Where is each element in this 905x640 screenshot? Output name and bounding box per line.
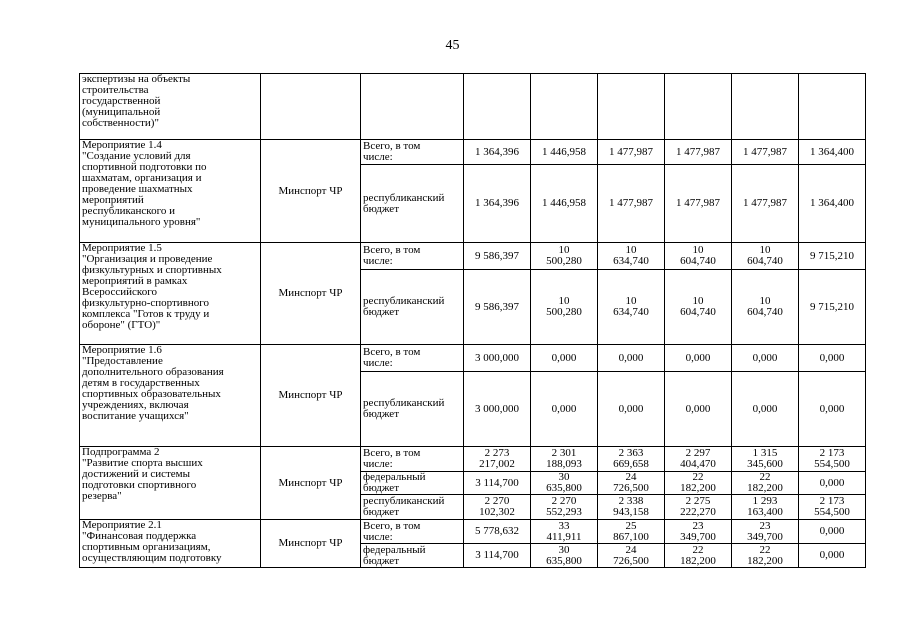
amount-line: 1 477,987 (609, 197, 653, 209)
amount-line: 635,800 (546, 482, 582, 494)
program-name-cell (80, 520, 261, 568)
amount-cell (598, 372, 665, 447)
table-row (80, 140, 866, 165)
table-row (80, 345, 866, 372)
amount-cell (531, 74, 598, 140)
amount-cell (799, 140, 866, 165)
amount-cell (598, 447, 665, 472)
executor-cell: Минспорт ЧР (261, 520, 361, 568)
amount-line: 10 (625, 244, 637, 256)
amount-cell (665, 345, 732, 372)
amount-cell (732, 372, 799, 447)
amount-line: 1 477,987 (743, 145, 787, 158)
program-name-cell (80, 243, 261, 345)
amount-cell (665, 270, 732, 345)
amount-line: 2 275 (685, 495, 711, 507)
program-name-line: "Создание условий для (82, 150, 191, 162)
amount-line: 404,470 (680, 458, 716, 470)
amount-cell (598, 345, 665, 372)
amount-cell (598, 140, 665, 165)
program-name-line: экспертизы на объекты (82, 73, 191, 85)
funding-source-cell (361, 74, 464, 140)
funding-source-cell (361, 345, 464, 372)
amount-line: 411,911 (546, 530, 582, 543)
program-name-line: муниципального уровня" (82, 216, 201, 228)
amount-cell (799, 74, 866, 140)
amount-line: 30 (558, 543, 570, 556)
amount-cell (464, 447, 531, 472)
amount-line: 0,000 (752, 402, 778, 415)
funding-source-line: бюджет (363, 554, 399, 567)
amount-line: 9 715,210 (810, 249, 854, 262)
funding-source-line: республиканский (363, 191, 445, 204)
program-name-line: "Организация и проведение (82, 253, 213, 265)
amount-line: 102,302 (479, 506, 515, 518)
funding-source-line: числе: (363, 255, 393, 267)
amount-line: 2 270 (484, 495, 510, 507)
funding-source-line: числе: (363, 530, 393, 543)
amount-line: 23 (759, 519, 771, 532)
program-name-line: дополнительного образования (82, 366, 224, 378)
amount-cell (665, 74, 732, 140)
program-name-line: проведение шахматных (82, 183, 193, 195)
amount-line: 554,500 (814, 506, 850, 518)
program-name-line: осуществляющим подготовку (82, 552, 222, 564)
program-name-line: резерва" (82, 490, 122, 502)
funding-source-line: республиканский (363, 397, 445, 409)
amount-line: 2 173 (819, 447, 845, 459)
amount-cell (531, 544, 598, 568)
funding-source-line: Всего, в том (363, 519, 421, 532)
funding-source-line: Всего, в том (363, 346, 421, 358)
amount-line: 182,200 (747, 482, 783, 494)
amount-line: 5 778,632 (475, 525, 519, 537)
amount-line: 1 293 (752, 495, 778, 507)
program-name-line: собственности)" (82, 117, 159, 129)
amount-line: 10 (759, 244, 771, 256)
amount-line: 867,100 (613, 530, 649, 543)
amount-line: 0,000 (618, 351, 644, 364)
amount-line: 10 (558, 244, 570, 256)
amount-line: 1 477,987 (676, 197, 720, 209)
amount-line: 554,500 (814, 458, 850, 470)
funding-source-cell (361, 243, 464, 270)
program-name-line: Подпрограмма 2 (82, 446, 160, 458)
amount-line: 30 (558, 471, 570, 483)
funding-source-line: республиканский (363, 495, 445, 507)
amount-line: 0,000 (819, 351, 845, 364)
amount-cell (464, 520, 531, 544)
amount-cell (665, 372, 732, 447)
amount-line: 3 000,000 (475, 351, 519, 364)
amount-cell (464, 140, 531, 165)
amount-line: 22 (692, 543, 704, 556)
program-name-line: спортивной подготовки по (82, 161, 207, 173)
amount-cell (732, 447, 799, 472)
program-funding-table (79, 73, 866, 568)
amount-cell (598, 165, 665, 243)
program-name-line: воспитание учащихся" (82, 410, 189, 422)
amount-line: 604,740 (680, 306, 716, 318)
amount-cell (531, 372, 598, 447)
amount-cell (464, 345, 531, 372)
amount-line: 24 (625, 543, 637, 556)
amount-line: 1 446,958 (542, 145, 586, 158)
amount-line: 23 (692, 519, 704, 532)
funding-source-cell (361, 270, 464, 345)
amount-line: 349,700 (747, 530, 783, 543)
program-name-cell (80, 447, 261, 520)
program-name-cell (80, 74, 261, 140)
program-name-line: обороне" (ГТО)" (82, 319, 161, 331)
amount-line: 1 364,396 (475, 197, 519, 209)
amount-line: 9 586,397 (475, 300, 519, 313)
funding-source-line: Всего, в том (363, 140, 421, 152)
amount-line: 726,500 (613, 554, 649, 567)
amount-cell (464, 165, 531, 243)
amount-line: 10 (759, 295, 771, 307)
amount-cell (464, 270, 531, 345)
amount-line: 0,000 (819, 549, 845, 561)
amount-line: 1 364,396 (475, 145, 519, 158)
amount-cell (732, 74, 799, 140)
amount-cell (598, 520, 665, 544)
amount-cell (464, 472, 531, 495)
amount-line: 0,000 (618, 402, 644, 415)
amount-cell (531, 140, 598, 165)
amount-cell (665, 447, 732, 472)
program-name-line: республиканского и (82, 205, 175, 217)
program-name-line: достижений и системы (82, 468, 191, 480)
amount-cell (598, 74, 665, 140)
amount-cell (732, 495, 799, 520)
program-name-line: "Предоставление (82, 355, 163, 367)
amount-cell (732, 140, 799, 165)
amount-line: 604,740 (747, 255, 783, 267)
amount-line: 9 715,210 (810, 300, 854, 313)
funding-source-cell (361, 140, 464, 165)
program-name-line: учреждениях, включая (82, 399, 189, 411)
funding-source-cell (361, 544, 464, 568)
amount-cell (665, 520, 732, 544)
amount-line: 163,400 (747, 506, 783, 518)
program-name-line: Мероприятие 2.1 (82, 519, 162, 531)
amount-line: 9 586,397 (475, 249, 519, 262)
program-name-cell (80, 345, 261, 447)
amount-cell (799, 243, 866, 270)
funding-source-line: Всего, в том (363, 447, 421, 459)
program-name-line: государственной (82, 95, 161, 107)
amount-line: 1 477,987 (609, 145, 653, 158)
amount-cell (464, 544, 531, 568)
funding-source-line: числе: (363, 458, 393, 470)
funding-source-cell (361, 472, 464, 495)
amount-line: 2 338 (618, 495, 644, 507)
program-name-line: строительства (82, 84, 149, 96)
amount-line: 500,280 (546, 255, 582, 267)
amount-cell (598, 495, 665, 520)
amount-cell (598, 472, 665, 495)
program-name-line: Мероприятие 1.6 (82, 344, 162, 356)
funding-source-line: Всего, в том (363, 244, 421, 256)
amount-line: 182,200 (680, 482, 716, 494)
funding-source-cell (361, 447, 464, 472)
funding-source-line: бюджет (363, 482, 399, 494)
funding-source-line: бюджет (363, 202, 399, 215)
funding-source-line: федеральный (363, 471, 426, 483)
amount-cell (531, 520, 598, 544)
amount-cell (799, 345, 866, 372)
amount-cell (464, 243, 531, 270)
amount-line: 0,000 (551, 351, 577, 364)
amount-line: 10 (692, 244, 704, 256)
funding-source-line: числе: (363, 151, 393, 163)
table-row (80, 520, 866, 544)
amount-line: 2 273 (484, 447, 510, 459)
executor-cell: Минспорт ЧР (261, 140, 361, 243)
amount-line: 604,740 (680, 255, 716, 267)
amount-cell (531, 447, 598, 472)
program-name-line: подготовки спортивного (82, 479, 197, 491)
amount-line: 500,280 (546, 306, 582, 318)
amount-line: 25 (625, 519, 637, 532)
amount-line: 3 114,700 (475, 549, 519, 561)
amount-cell (799, 495, 866, 520)
amount-line: 22 (692, 471, 704, 483)
amount-line: 634,740 (613, 306, 649, 318)
amount-line: 3 114,700 (475, 476, 519, 489)
executor-cell: Минспорт ЧР (261, 447, 361, 520)
funding-source-line: бюджет (363, 306, 399, 318)
executor-cell (261, 74, 361, 140)
amount-cell (464, 372, 531, 447)
table-row (80, 243, 866, 270)
program-name-line: спортивным организациям, (82, 541, 211, 553)
amount-line: 0,000 (752, 351, 778, 364)
executor-cell: Минспорт ЧР (261, 243, 361, 345)
amount-line: 217,002 (479, 458, 515, 470)
amount-line: 1 364,400 (810, 197, 854, 209)
amount-line: 0,000 (819, 476, 845, 489)
program-name-line: "Финансовая поддержка (82, 530, 197, 542)
amount-line: 943,158 (613, 506, 649, 518)
amount-cell (799, 165, 866, 243)
funding-source-line: числе: (363, 357, 393, 369)
amount-cell (732, 270, 799, 345)
amount-cell (732, 544, 799, 568)
amount-cell (464, 495, 531, 520)
amount-cell (531, 270, 598, 345)
program-name-line: мероприятий (82, 194, 144, 206)
executor-cell: Минспорт ЧР (261, 345, 361, 447)
amount-line: 10 (692, 295, 704, 307)
amount-line: 1 477,987 (676, 145, 720, 158)
funding-source-cell (361, 372, 464, 447)
amount-line: 634,740 (613, 255, 649, 267)
program-name-line: Мероприятие 1.4 (82, 139, 162, 151)
program-name-line: мероприятий в рамках (82, 275, 188, 287)
amount-line: 222,270 (680, 506, 716, 518)
program-name-line: Всероссийского (82, 286, 157, 298)
amount-line: 1 446,958 (542, 197, 586, 209)
amount-line: 3 000,000 (475, 402, 519, 415)
amount-line: 182,200 (680, 554, 716, 567)
amount-line: 24 (625, 471, 637, 483)
amount-line: 182,200 (747, 554, 783, 567)
amount-cell (799, 372, 866, 447)
amount-line: 726,500 (613, 482, 649, 494)
amount-line: 188,093 (546, 458, 582, 470)
amount-cell (531, 345, 598, 372)
amount-line: 2 301 (551, 447, 577, 459)
table-row (80, 447, 866, 472)
amount-cell (665, 544, 732, 568)
amount-line: 2 270 (551, 495, 577, 507)
amount-cell (732, 472, 799, 495)
program-name-line: "Развитие спорта высших (82, 457, 203, 469)
program-name-cell (80, 140, 261, 243)
table-body (80, 74, 866, 568)
amount-line: 22 (759, 471, 771, 483)
amount-line: 0,000 (685, 351, 711, 364)
amount-cell (598, 243, 665, 270)
amount-cell (665, 165, 732, 243)
program-name-line: (муниципальной (82, 106, 161, 118)
funding-source-line: федеральный (363, 543, 426, 556)
amount-line: 2 363 (618, 447, 644, 459)
amount-line: 1 315 (752, 447, 778, 459)
program-name-line: комплекса "Готов к труду и (82, 308, 210, 320)
amount-cell (732, 243, 799, 270)
amount-line: 349,700 (680, 530, 716, 543)
table-row (80, 74, 866, 140)
program-name-line: детям в государственных (82, 377, 200, 389)
amount-line: 669,658 (613, 458, 649, 470)
amount-cell (665, 472, 732, 495)
amount-cell (732, 520, 799, 544)
amount-line: 10 (558, 295, 570, 307)
amount-line: 1 477,987 (743, 197, 787, 209)
amount-cell (732, 165, 799, 243)
amount-line: 2 297 (685, 447, 711, 459)
amount-cell (665, 140, 732, 165)
amount-cell (732, 345, 799, 372)
program-name-line: Мероприятие 1.5 (82, 242, 162, 254)
funding-source-cell (361, 520, 464, 544)
amount-cell (799, 544, 866, 568)
amount-cell (531, 165, 598, 243)
amount-cell (799, 447, 866, 472)
amount-cell (665, 495, 732, 520)
amount-line: 635,800 (546, 554, 582, 567)
amount-line: 345,600 (747, 458, 783, 470)
amount-line: 22 (759, 543, 771, 556)
amount-cell (598, 270, 665, 345)
amount-cell (464, 74, 531, 140)
amount-line: 0,000 (685, 402, 711, 415)
amount-cell (799, 520, 866, 544)
amount-line: 2 173 (819, 495, 845, 507)
amount-cell (531, 495, 598, 520)
funding-source-cell (361, 165, 464, 243)
funding-source-line: бюджет (363, 408, 399, 420)
amount-cell (665, 243, 732, 270)
page-number: 45 (445, 38, 460, 53)
amount-cell (531, 243, 598, 270)
amount-line: 0,000 (819, 525, 845, 537)
amount-cell (799, 472, 866, 495)
amount-cell (598, 544, 665, 568)
funding-source-cell (361, 495, 464, 520)
amount-line: 33 (558, 519, 570, 532)
amount-line: 0,000 (551, 402, 577, 415)
amount-line: 0,000 (819, 402, 845, 415)
program-name-line: шахматам, организация и (82, 172, 202, 184)
funding-source-line: бюджет (363, 506, 399, 518)
program-name-line: физкультурных и спортивных (82, 264, 222, 276)
amount-line: 1 364,400 (810, 145, 854, 158)
program-name-line: физкультурно-спортивного (82, 297, 209, 309)
amount-cell (531, 472, 598, 495)
funding-source-line: республиканский (363, 295, 445, 307)
amount-line: 10 (625, 295, 637, 307)
program-name-line: спортивных образовательных (82, 388, 221, 400)
amount-line: 604,740 (747, 306, 783, 318)
amount-cell (799, 270, 866, 345)
amount-line: 552,293 (546, 506, 582, 518)
